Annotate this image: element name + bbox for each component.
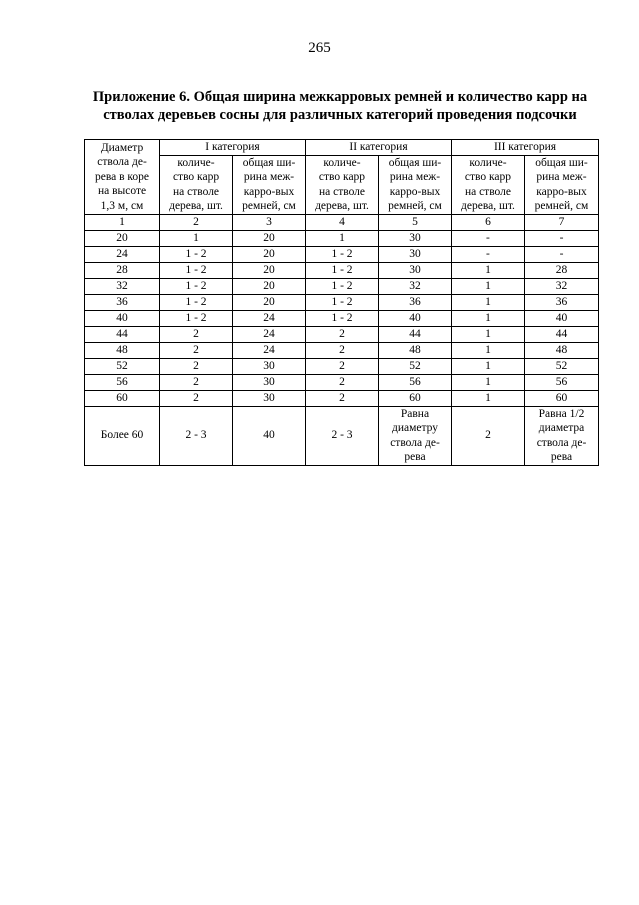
- table-cell: Более 60: [85, 406, 160, 465]
- cat2-width-header: общая ши- рина меж- карро-вых ремней, см: [378, 155, 451, 214]
- table-cell: 1 - 2: [306, 278, 379, 294]
- table-cell: 44: [378, 326, 451, 342]
- table-row: [85, 294, 599, 310]
- table-cell: 32: [524, 278, 598, 294]
- table-cell: 1 - 2: [160, 294, 233, 310]
- column-number-3: 3: [233, 214, 306, 230]
- table-cell: 2 - 3: [160, 406, 233, 465]
- table-cell: 2: [306, 326, 379, 342]
- table-cell: 1: [451, 262, 524, 278]
- table-cell: 48: [378, 342, 451, 358]
- table-cell: 52: [85, 358, 160, 374]
- table-cell: 30: [378, 262, 451, 278]
- table-row: [85, 390, 599, 406]
- table-cell: 2 - 3: [306, 406, 379, 465]
- table-cell: 20: [233, 294, 306, 310]
- category-2-header: II категория: [306, 140, 452, 156]
- table-cell: 1 - 2: [306, 262, 379, 278]
- cat2-count-header: количе- ство карр на стволе дерева, шт.: [306, 155, 379, 214]
- table-cell: 1: [451, 342, 524, 358]
- table-cell: 20: [233, 278, 306, 294]
- table-cell: 2: [306, 342, 379, 358]
- table-cell: 24: [85, 246, 160, 262]
- table-row: [85, 326, 599, 342]
- table-cell: 32: [378, 278, 451, 294]
- resin-tapping-table: [84, 139, 599, 466]
- table-cell: 52: [524, 358, 598, 374]
- table-row: [85, 278, 599, 294]
- table-cell: -: [451, 230, 524, 246]
- table-cell: 40: [378, 310, 451, 326]
- table-cell: 20: [233, 262, 306, 278]
- table-row: [85, 262, 599, 278]
- table-row: [85, 374, 599, 390]
- table-cell: 20: [85, 230, 160, 246]
- table-cell: 1 - 2: [160, 246, 233, 262]
- table-cell: 60: [378, 390, 451, 406]
- table-cell: 20: [233, 246, 306, 262]
- table-cell: 1: [306, 230, 379, 246]
- column-number-2: 2: [160, 214, 233, 230]
- column-number-5: 5: [378, 214, 451, 230]
- table-cell: 56: [378, 374, 451, 390]
- table-cell: 44: [85, 326, 160, 342]
- table-cell: 1: [451, 374, 524, 390]
- table-cell: 56: [524, 374, 598, 390]
- table-cell: 2: [306, 390, 379, 406]
- category-1-header: I категория: [160, 140, 306, 156]
- page-number: 265: [308, 40, 331, 56]
- table-cell: 1 - 2: [160, 278, 233, 294]
- table-cell: 1: [451, 358, 524, 374]
- table-cell: 30: [233, 374, 306, 390]
- cat1-width-header: общая ши- рина меж- карро-вых ремней, см: [233, 155, 306, 214]
- table-cell: 20: [233, 230, 306, 246]
- table-cell: Равна 1/2 диаметра ствола де- рева: [524, 406, 598, 465]
- table-cell: 40: [524, 310, 598, 326]
- table-cell: 1: [451, 310, 524, 326]
- column-numbers-row: [85, 214, 599, 230]
- table-row: [85, 246, 599, 262]
- table-cell: 60: [85, 390, 160, 406]
- diameter-header: Диаметр ствола де- рева в коре на высоте 1,3 м, см: [85, 140, 160, 215]
- table-cell: 30: [233, 358, 306, 374]
- table-cell: -: [524, 230, 598, 246]
- table-cell: 40: [233, 406, 306, 465]
- column-number-7: 7: [524, 214, 598, 230]
- table-cell: 28: [85, 262, 160, 278]
- column-number-4: 4: [306, 214, 379, 230]
- table-cell: 2: [160, 342, 233, 358]
- cat3-width-header: общая ши- рина меж- карро-вых ремней, см: [524, 155, 598, 214]
- table-row-over-60: [85, 406, 599, 465]
- table-cell: 36: [378, 294, 451, 310]
- table-cell: 30: [378, 230, 451, 246]
- table-cell: 32: [85, 278, 160, 294]
- table-cell: -: [451, 246, 524, 262]
- table-cell: 1: [160, 230, 233, 246]
- table-cell: 44: [524, 326, 598, 342]
- table-row: [85, 358, 599, 374]
- table-cell: 28: [524, 262, 598, 278]
- table-cell: 36: [524, 294, 598, 310]
- table-cell: 1 - 2: [160, 262, 233, 278]
- table-cell: 1: [451, 294, 524, 310]
- header-row-categories: [85, 140, 599, 156]
- table-cell: 2: [160, 358, 233, 374]
- table-cell: 60: [524, 390, 598, 406]
- table-cell: -: [524, 246, 598, 262]
- table-row: [85, 342, 599, 358]
- table-cell: 36: [85, 294, 160, 310]
- table-cell: 24: [233, 326, 306, 342]
- table-cell: Равна диаметру ствола де- рева: [378, 406, 451, 465]
- appendix-title-line-2: стволах деревьев сосны для различных категорий проведения подсочки: [103, 107, 577, 123]
- table-cell: 2: [306, 374, 379, 390]
- table-cell: 24: [233, 310, 306, 326]
- table-cell: 2: [306, 358, 379, 374]
- table-cell: 2: [451, 406, 524, 465]
- table-cell: 30: [378, 246, 451, 262]
- table-cell: 40: [85, 310, 160, 326]
- table-cell: 24: [233, 342, 306, 358]
- table-cell: 1 - 2: [306, 310, 379, 326]
- table-cell: 1 - 2: [306, 294, 379, 310]
- table-row: [85, 230, 599, 246]
- table-cell: 1: [451, 390, 524, 406]
- table-cell: 2: [160, 374, 233, 390]
- table-cell: 1: [451, 278, 524, 294]
- table-cell: 1: [451, 326, 524, 342]
- table-cell: 2: [160, 326, 233, 342]
- table-cell: 2: [160, 390, 233, 406]
- table-row: [85, 310, 599, 326]
- category-3-header: III категория: [451, 140, 598, 156]
- column-number-1: 1: [85, 214, 160, 230]
- table-cell: 30: [233, 390, 306, 406]
- table-cell: 48: [524, 342, 598, 358]
- table-cell: 56: [85, 374, 160, 390]
- table-cell: 1 - 2: [306, 246, 379, 262]
- cat1-count-header: количе- ство карр на стволе дерева, шт.: [160, 155, 233, 214]
- header-row-subcolumns: [85, 155, 599, 214]
- column-number-6: 6: [451, 214, 524, 230]
- appendix-title-line-1: Приложение 6. Общая ширина межкарровых ремней и количество карр на: [92, 89, 588, 105]
- appendix-title: [80, 88, 600, 124]
- table-cell: 52: [378, 358, 451, 374]
- table-cell: 48: [85, 342, 160, 358]
- table-cell: 1 - 2: [160, 310, 233, 326]
- cat3-count-header: количе- ство карр на стволе дерева, шт.: [451, 155, 524, 214]
